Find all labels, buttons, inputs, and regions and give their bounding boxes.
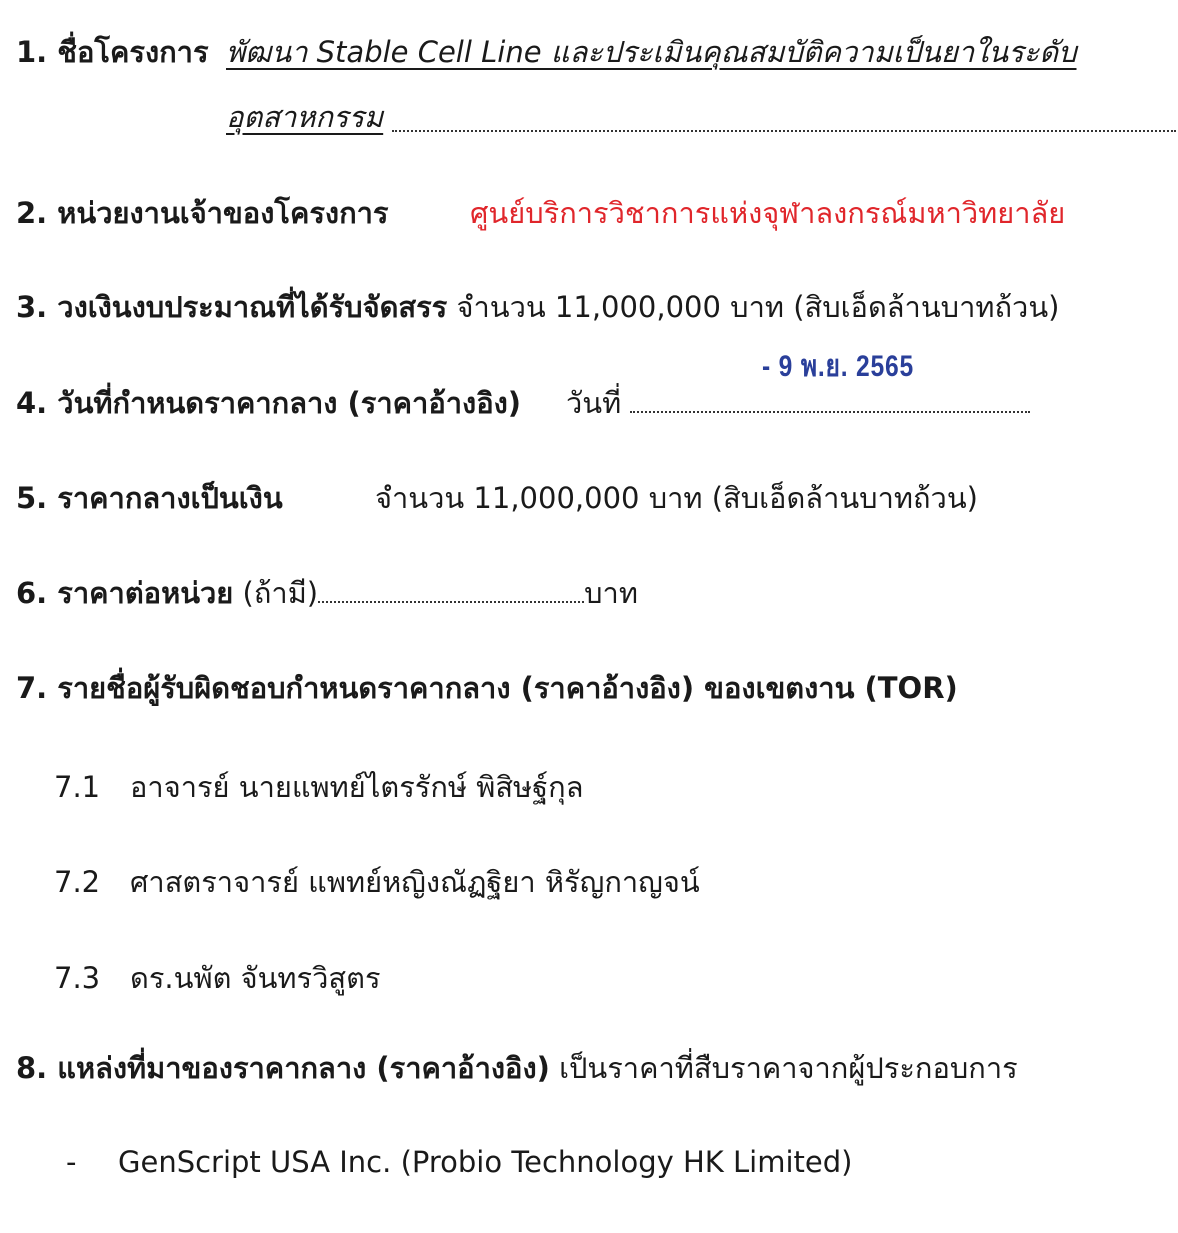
- item-4-label: 4. วันที่กำหนดราคากลาง (ราคาอ้างอิง): [16, 386, 522, 420]
- item-4: [16, 385, 521, 421]
- item-1: [16, 34, 209, 70]
- item-8-label: 8. แหล่งที่มาของราคากลาง (ราคาอ้างอิง): [16, 1051, 550, 1085]
- item-6-dots: [318, 601, 584, 603]
- person-row: [54, 859, 700, 905]
- owner-agency: ศูนย์บริการวิชาการแห่งจุฬาลงกรณ์มหาวิทยาลัย: [470, 196, 1066, 230]
- person-name: อาจารย์ นายแพทย์ไตรรักษ์ พิสิษฐ์กุล: [130, 770, 584, 804]
- person-name: ดร.นพัต จันทรวิสูตร: [130, 961, 381, 995]
- item-3-label: 3. วงเงินงบประมาณที่ได้รับจัดสรร: [16, 290, 448, 324]
- project-name-line2: อุตสาหกรรม: [226, 100, 384, 134]
- item-4-date-dots: [630, 411, 1030, 413]
- item-3: [16, 289, 1059, 325]
- person-number: 7.3: [54, 961, 101, 995]
- project-name-line1: พัฒนา Stable Cell Line และประเมินคุณสมบัติความเป็นยาในระดับ: [226, 35, 1077, 69]
- item-8: [16, 1050, 1018, 1086]
- allocated-budget: จำนวน 11,000,000 บาท (สิบเอ็ดล้านบาทถ้วน): [456, 290, 1060, 324]
- median-price: จำนวน 11,000,000 บาท (สิบเอ็ดล้านบาทถ้วน): [375, 481, 978, 515]
- source-name: GenScript USA Inc. (Probio Technology HK Limited): [118, 1145, 853, 1179]
- item-2-label: 2. หน่วยงานเจ้าของโครงการ: [16, 196, 389, 230]
- person-row: [54, 764, 584, 810]
- item-1-label: 1. ชื่อโครงการ: [16, 35, 209, 69]
- item-5-value-wrap: [375, 480, 978, 516]
- person-number: 7.2: [54, 865, 101, 899]
- source-item: [66, 1145, 852, 1179]
- item-6: [16, 575, 638, 611]
- item-7-label: 7. รายชื่อผู้รับผิดชอบกำหนดราคากลาง (ราคาอ้างอิง) ของเขตงาน (TOR): [16, 671, 958, 705]
- source-dash: -: [66, 1145, 77, 1179]
- price-source: เป็นราคาที่สืบราคาจากผู้ประกอบการ: [559, 1051, 1018, 1085]
- person-name: ศาสตราจารย์ แพทย์หญิงณัฏฐิยา หิรัญกาญจน์: [130, 865, 700, 899]
- item-1-value-line1: [226, 34, 1077, 70]
- item-2-value: [470, 195, 1065, 231]
- item-6-paren: (ถ้ามี): [242, 576, 319, 610]
- item-5-label: 5. ราคากลางเป็นเงิน: [16, 481, 283, 515]
- item-6-label: 6. ราคาต่อหน่วย: [16, 576, 234, 610]
- item-4-date-label: วันที่: [566, 386, 622, 420]
- person-number: 7.1: [54, 770, 101, 804]
- item-2: [16, 195, 389, 231]
- item-7: [16, 670, 958, 706]
- item-4-date: [566, 385, 1030, 421]
- item-1-dotted-line: [392, 130, 1176, 132]
- person-row: [54, 955, 381, 1001]
- date-stamp: - 9 พ.ย. 2565: [762, 350, 915, 383]
- item-5: [16, 480, 283, 516]
- item-6-unit: บาท: [584, 576, 638, 610]
- item-1-value-line2: [226, 99, 383, 135]
